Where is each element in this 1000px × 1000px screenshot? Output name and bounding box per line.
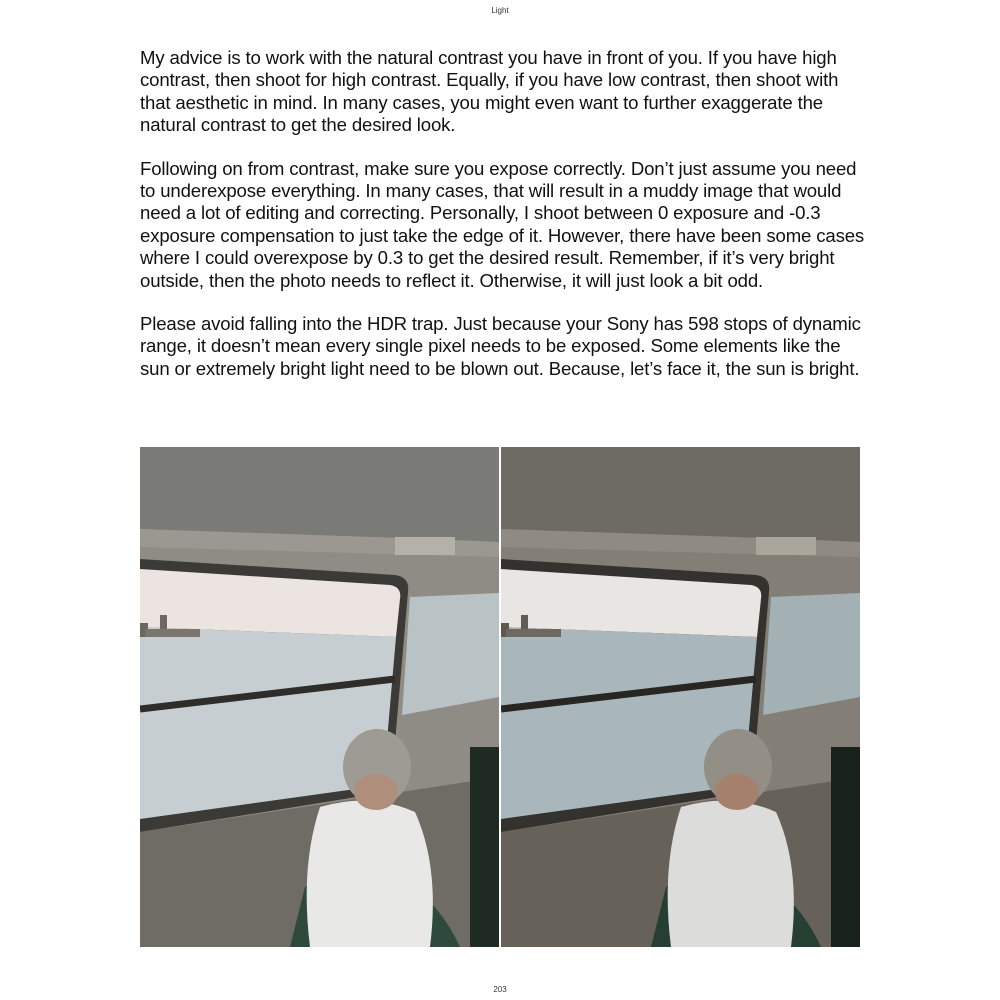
ferry-photo-left (140, 447, 499, 947)
ferry-window-scene (501, 447, 860, 947)
page-number: 203 (493, 985, 507, 994)
paragraph-contrast: My advice is to work with the natural contrast you have in front of you. If you have high contrast, then shoot for high contrast. Equally, if you have low contrast, then shoot with that aesthetic in mind. In many cases, you might even want to further exaggerate the natural contrast to get the desired look. (140, 47, 839, 136)
photo-comparison (140, 447, 860, 947)
paragraph-exposure: Following on from contrast, make sure you expose correctly. Don’t just assume you need to underexpose everything. In many cases, that will result in a muddy image that would need a lot of editing and correcting. Personally, I shoot between 0 exposure and -0.3 exposure compensation to just take the edge of it. However, there have been some cases where I could overexpose by 0.3 to get the desired result. Remember, if it’s very bright outside, then the photo needs to reflect it. Otherwise, it will just look a bit odd. (140, 157, 865, 291)
running-header: Light (491, 6, 509, 15)
body-text (140, 47, 865, 401)
paragraph-hdr: Please avoid falling into the HDR trap. Just because your Sony has 598 stops of dynamic range, it doesn’t mean every single pixel needs to be exposed. Some elements like the sun or extremely bright light need to be blown out. Because, let’s face it, the sun is bright. (140, 313, 861, 379)
ferry-window-scene (140, 447, 499, 947)
ferry-photo-right (501, 447, 860, 947)
